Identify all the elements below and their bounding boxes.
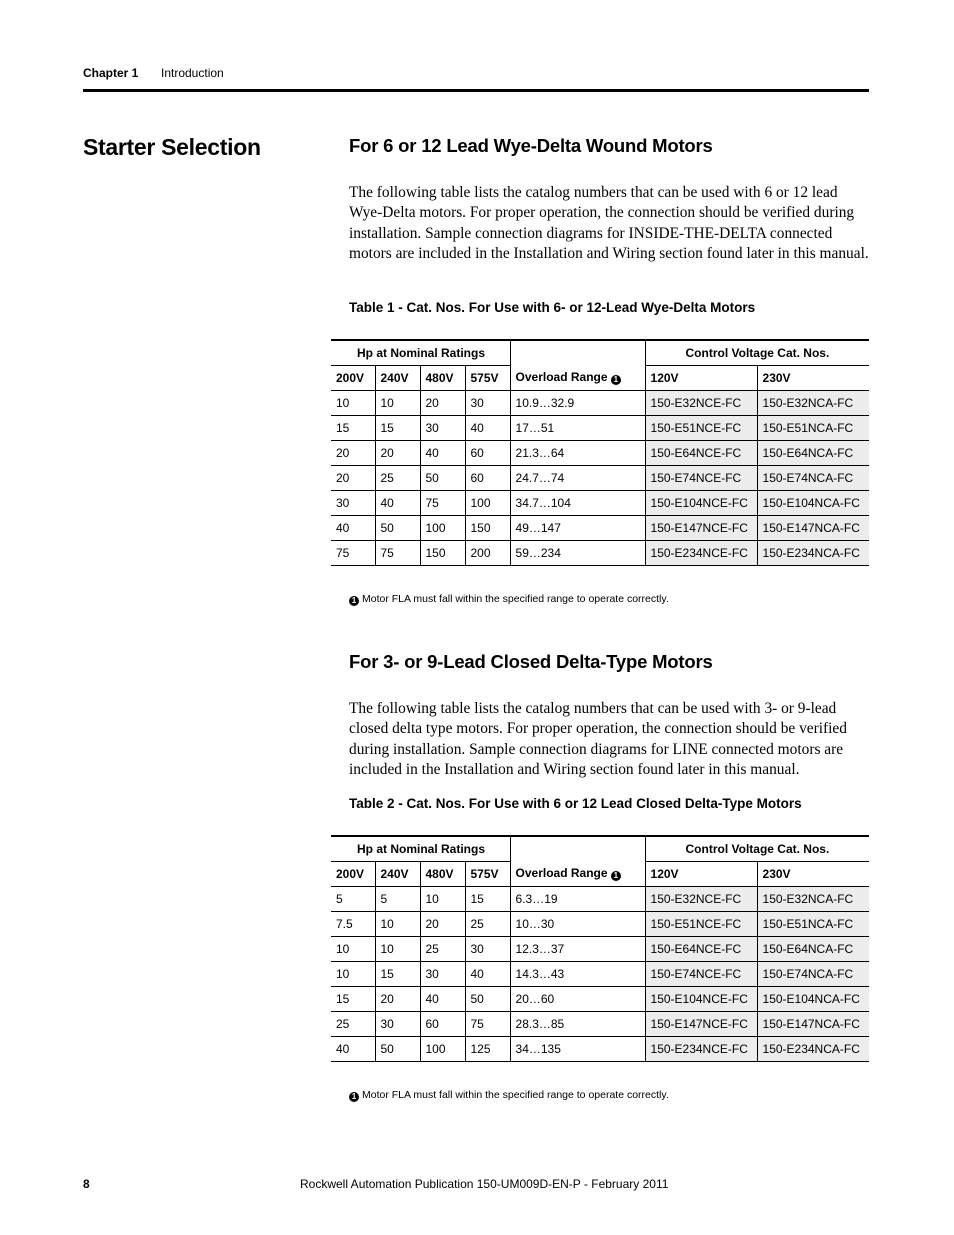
hp-240v-cell: 10 — [375, 912, 420, 937]
page-number: 8 — [83, 1177, 90, 1191]
table-row — [331, 541, 869, 566]
col-120v: 120V — [645, 366, 757, 391]
hp-200v-cell: 10 — [331, 937, 375, 962]
hp-group-header: Hp at Nominal Ratings — [331, 836, 510, 862]
hp-575v-cell: 40 — [465, 416, 510, 441]
table-row — [331, 937, 869, 962]
cat-no-120v-cell: 150-E234NCE-FC — [645, 541, 757, 566]
hp-240v-cell: 20 — [375, 441, 420, 466]
table-row — [331, 887, 869, 912]
hp-480v-cell: 50 — [420, 466, 465, 491]
footnote-marker: 1 — [349, 596, 359, 606]
cat-no-120v-cell: 150-E32NCE-FC — [645, 887, 757, 912]
section-paragraph-closed-delta: The following table lists the catalog numbers that can be used with 3- or 9-lead closed delta type motors. For proper operation, the connection should be verified during installation. Sample connection diagrams for LINE connected motors are included in the Installation and Wiring section found later in this manual. — [349, 700, 847, 778]
col-575v: 575V — [465, 862, 510, 887]
cat-no-120v-cell: 150-E104NCE-FC — [645, 987, 757, 1012]
overload-range-cell: 14.3…43 — [510, 962, 645, 987]
overload-range-cell: 49…147 — [510, 516, 645, 541]
table-footnote-2 — [349, 1089, 669, 1102]
chapter-section-label: Introduction — [161, 66, 224, 80]
hp-240v-cell: 30 — [375, 1012, 420, 1037]
overload-range-cell: 17…51 — [510, 416, 645, 441]
cat-no-230v-cell: 150-E64NCA-FC — [757, 937, 869, 962]
header-rule — [83, 89, 869, 92]
hp-480v-cell: 60 — [420, 1012, 465, 1037]
hp-480v-cell: 10 — [420, 887, 465, 912]
overload-range-cell: 59…234 — [510, 541, 645, 566]
hp-240v-cell: 40 — [375, 491, 420, 516]
overload-range-cell: 10.9…32.9 — [510, 391, 645, 416]
hp-200v-cell: 75 — [331, 541, 375, 566]
hp-200v-cell: 30 — [331, 491, 375, 516]
hp-575v-cell: 150 — [465, 516, 510, 541]
table-row — [331, 962, 869, 987]
table-footnote-1 — [349, 593, 669, 606]
cat-no-230v-cell: 150-E51NCA-FC — [757, 912, 869, 937]
hp-480v-cell: 20 — [420, 912, 465, 937]
hp-200v-cell: 5 — [331, 887, 375, 912]
publication-footer: Rockwell Automation Publication 150-UM009D-EN-P - February 2011 — [300, 1177, 669, 1191]
cat-no-120v-cell: 150-E51NCE-FC — [645, 912, 757, 937]
overload-range-cell: 21.3…64 — [510, 441, 645, 466]
hp-240v-cell: 10 — [375, 391, 420, 416]
cat-no-230v-cell: 150-E104NCA-FC — [757, 491, 869, 516]
table-row — [331, 416, 869, 441]
cat-no-120v-cell: 150-E74NCE-FC — [645, 466, 757, 491]
overload-range-cell: 24.7…74 — [510, 466, 645, 491]
footnote-marker: 1 — [349, 1092, 359, 1102]
section-title-closed-delta: For 3- or 9-Lead Closed Delta-Type Motors — [349, 651, 713, 672]
hp-480v-cell: 40 — [420, 441, 465, 466]
table-row — [331, 466, 869, 491]
overload-range-cell: 12.3…37 — [510, 937, 645, 962]
table-row — [331, 391, 869, 416]
cat-no-230v-cell: 150-E32NCA-FC — [757, 391, 869, 416]
running-header — [83, 66, 224, 80]
overload-header-spacer — [510, 340, 645, 366]
hp-480v-cell: 30 — [420, 416, 465, 441]
footnote-text: Motor FLA must fall within the specified range to operate correctly. — [362, 1089, 669, 1101]
hp-575v-cell: 25 — [465, 912, 510, 937]
hp-200v-cell: 7.5 — [331, 912, 375, 937]
overload-range-label: Overload Range — [515, 866, 608, 881]
hp-240v-cell: 10 — [375, 937, 420, 962]
footnote-marker: 1 — [611, 375, 621, 385]
overload-range-cell: 28.3…85 — [510, 1012, 645, 1037]
hp-480v-cell: 40 — [420, 987, 465, 1012]
table-row — [331, 1037, 869, 1062]
overload-range-cell: 10…30 — [510, 912, 645, 937]
hp-575v-cell: 100 — [465, 491, 510, 516]
cat-no-230v-cell: 150-E234NCA-FC — [757, 541, 869, 566]
hp-240v-cell: 75 — [375, 541, 420, 566]
table-caption-2: Table 2 - Cat. Nos. For Use with 6 or 12 Lead Closed Delta-Type Motors — [349, 796, 802, 811]
hp-575v-cell: 60 — [465, 441, 510, 466]
footnote-marker: 1 — [611, 871, 621, 881]
hp-200v-cell: 20 — [331, 466, 375, 491]
overload-range-cell: 34.7…104 — [510, 491, 645, 516]
overload-range-label: Overload Range — [515, 370, 608, 385]
cat-no-230v-cell: 150-E32NCA-FC — [757, 887, 869, 912]
hp-575v-cell: 30 — [465, 391, 510, 416]
section-title-wye-delta: For 6 or 12 Lead Wye-Delta Wound Motors — [349, 135, 713, 156]
control-voltage-group-header: Control Voltage Cat. Nos. — [645, 340, 869, 366]
table-row — [331, 987, 869, 1012]
hp-575v-cell: 125 — [465, 1037, 510, 1062]
table-row — [331, 516, 869, 541]
chapter-label: Chapter 1 — [83, 66, 139, 80]
cat-no-120v-cell: 150-E147NCE-FC — [645, 516, 757, 541]
hp-480v-cell: 150 — [420, 541, 465, 566]
cat-no-230v-cell: 150-E64NCA-FC — [757, 441, 869, 466]
section-paragraph-wye-delta: The following table lists the catalog numbers that can be used with 6 or 12 lead Wye-Delta motors. For proper operation, the connection should be verified during installation. Sample connection diagrams for INSIDE-THE-DELTA connected motors are included in the Installation and Wiring section found later in this manual. — [349, 184, 869, 262]
cat-no-120v-cell: 150-E64NCE-FC — [645, 937, 757, 962]
hp-240v-cell: 15 — [375, 962, 420, 987]
cat-no-230v-cell: 150-E147NCA-FC — [757, 516, 869, 541]
col-200v: 200V — [331, 862, 375, 887]
cat-no-120v-cell: 150-E147NCE-FC — [645, 1012, 757, 1037]
overload-header-spacer — [510, 836, 645, 862]
hp-240v-cell: 5 — [375, 887, 420, 912]
table-caption-1: Table 1 - Cat. Nos. For Use with 6- or 12-Lead Wye-Delta Motors — [349, 300, 756, 315]
hp-200v-cell: 25 — [331, 1012, 375, 1037]
hp-200v-cell: 40 — [331, 1037, 375, 1062]
hp-480v-cell: 75 — [420, 491, 465, 516]
hp-200v-cell: 10 — [331, 962, 375, 987]
overload-range-cell: 20…60 — [510, 987, 645, 1012]
cat-no-230v-cell: 150-E234NCA-FC — [757, 1037, 869, 1062]
overload-range-cell: 6.3…19 — [510, 887, 645, 912]
col-230v: 230V — [757, 862, 869, 887]
hp-200v-cell: 20 — [331, 441, 375, 466]
hp-group-header: Hp at Nominal Ratings — [331, 340, 510, 366]
hp-200v-cell: 15 — [331, 416, 375, 441]
hp-240v-cell: 25 — [375, 466, 420, 491]
col-240v: 240V — [375, 366, 420, 391]
cat-no-120v-cell: 150-E234NCE-FC — [645, 1037, 757, 1062]
hp-240v-cell: 15 — [375, 416, 420, 441]
cat-no-230v-cell: 150-E51NCA-FC — [757, 416, 869, 441]
col-480v: 480V — [420, 366, 465, 391]
col-480v: 480V — [420, 862, 465, 887]
cat-no-230v-cell: 150-E147NCA-FC — [757, 1012, 869, 1037]
cat-no-120v-cell: 150-E74NCE-FC — [645, 962, 757, 987]
hp-480v-cell: 20 — [420, 391, 465, 416]
cat-no-120v-cell: 150-E32NCE-FC — [645, 391, 757, 416]
cat-no-230v-cell: 150-E74NCA-FC — [757, 962, 869, 987]
hp-575v-cell: 50 — [465, 987, 510, 1012]
col-200v: 200V — [331, 366, 375, 391]
cat-no-120v-cell: 150-E104NCE-FC — [645, 491, 757, 516]
hp-575v-cell: 75 — [465, 1012, 510, 1037]
catalog-table-1 — [331, 339, 869, 566]
footnote-text: Motor FLA must fall within the specified range to operate correctly. — [362, 593, 669, 605]
col-120v: 120V — [645, 862, 757, 887]
col-overload-range — [510, 366, 645, 391]
hp-480v-cell: 100 — [420, 516, 465, 541]
table-row — [331, 441, 869, 466]
table-row — [331, 1012, 869, 1037]
overload-range-cell: 34…135 — [510, 1037, 645, 1062]
cat-no-120v-cell: 150-E64NCE-FC — [645, 441, 757, 466]
cat-no-120v-cell: 150-E51NCE-FC — [645, 416, 757, 441]
page-title: Starter Selection — [83, 134, 261, 160]
hp-240v-cell: 50 — [375, 1037, 420, 1062]
hp-575v-cell: 30 — [465, 937, 510, 962]
hp-240v-cell: 20 — [375, 987, 420, 1012]
control-voltage-group-header: Control Voltage Cat. Nos. — [645, 836, 869, 862]
col-overload-range — [510, 862, 645, 887]
cat-no-230v-cell: 150-E104NCA-FC — [757, 987, 869, 1012]
cat-no-230v-cell: 150-E74NCA-FC — [757, 466, 869, 491]
hp-480v-cell: 100 — [420, 1037, 465, 1062]
hp-480v-cell: 30 — [420, 962, 465, 987]
hp-480v-cell: 25 — [420, 937, 465, 962]
col-240v: 240V — [375, 862, 420, 887]
col-575v: 575V — [465, 366, 510, 391]
hp-575v-cell: 60 — [465, 466, 510, 491]
table-row — [331, 912, 869, 937]
hp-575v-cell: 15 — [465, 887, 510, 912]
hp-200v-cell: 40 — [331, 516, 375, 541]
hp-200v-cell: 10 — [331, 391, 375, 416]
hp-575v-cell: 200 — [465, 541, 510, 566]
catalog-table-2 — [331, 835, 869, 1062]
table-row — [331, 491, 869, 516]
hp-575v-cell: 40 — [465, 962, 510, 987]
hp-240v-cell: 50 — [375, 516, 420, 541]
hp-200v-cell: 15 — [331, 987, 375, 1012]
col-230v: 230V — [757, 366, 869, 391]
